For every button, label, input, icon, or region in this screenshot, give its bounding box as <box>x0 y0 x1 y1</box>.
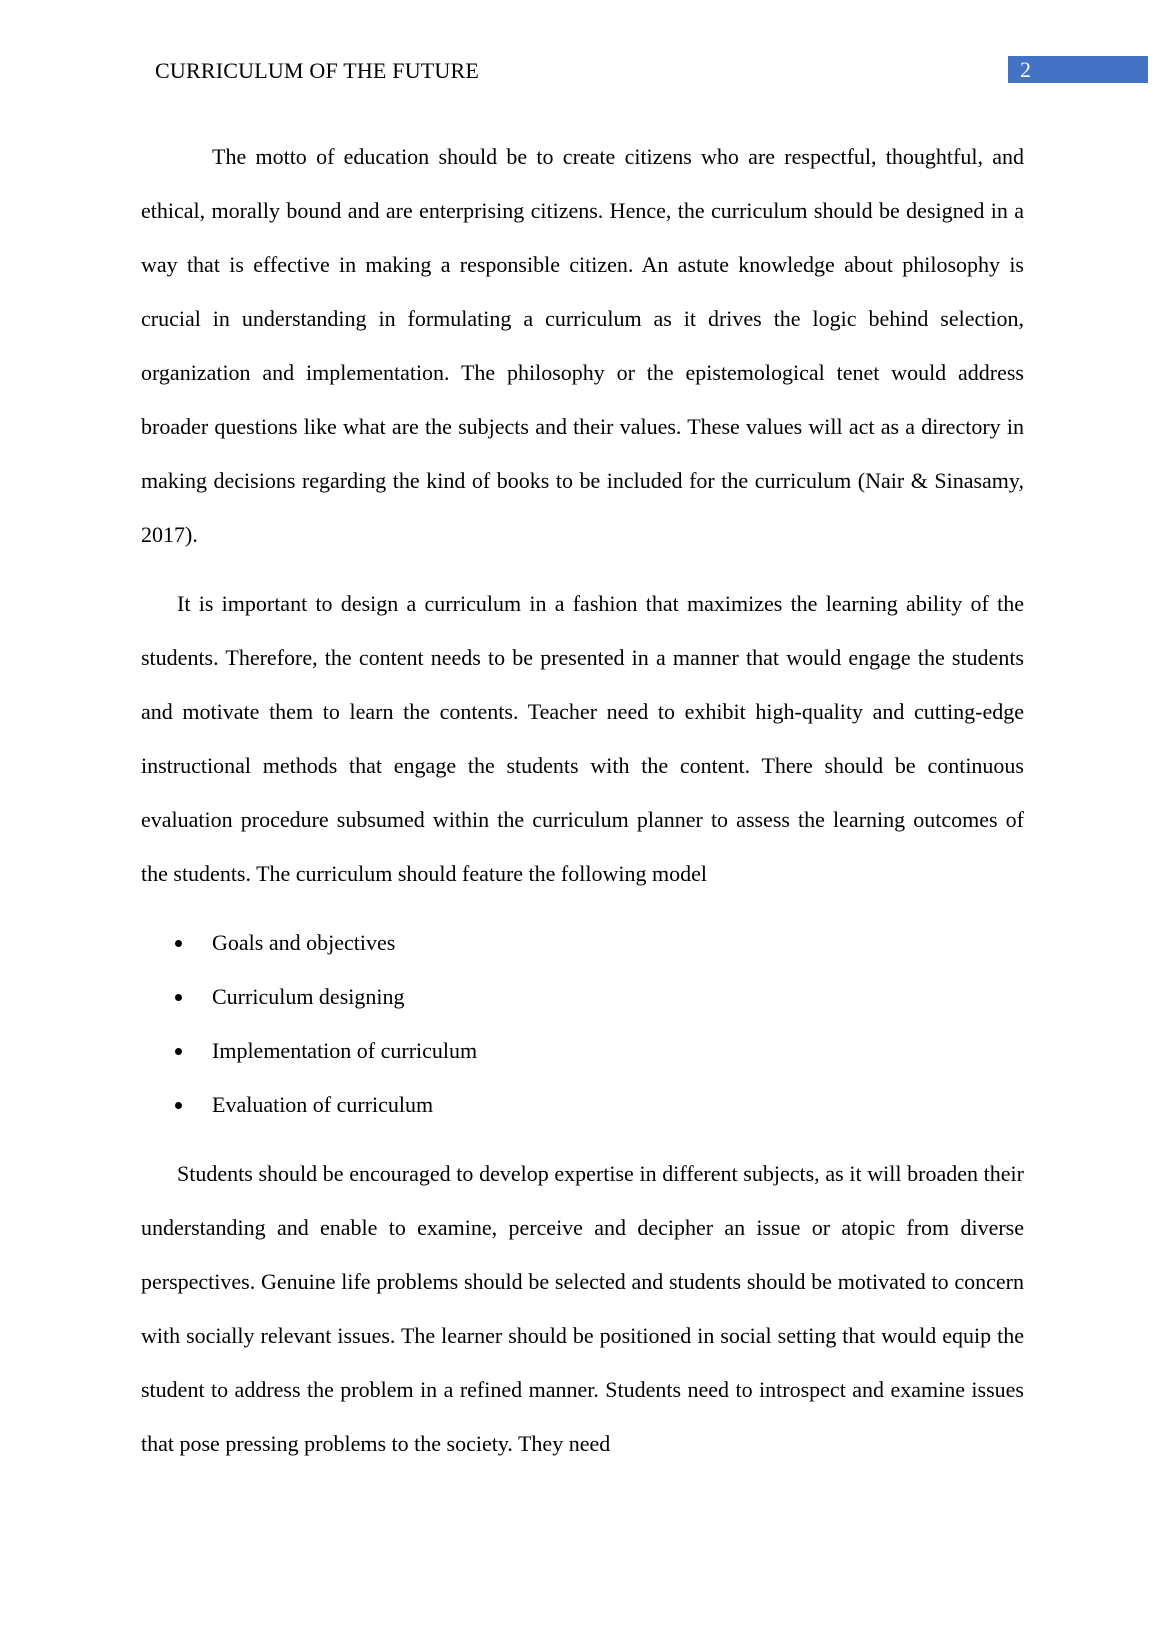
list-item <box>141 1078 1024 1132</box>
paragraph-curriculum-design: It is important to design a curriculum in a fashion that maximizes the learning ability of the students. Therefore, the content needs to be presented in a manner that would engage the students and motivate them to learn the contents. Teacher need to exhibit high-quality and cutting-edge instructional methods that engage the students with the content. There should be continuous evaluation procedure subsumed within the curriculum planner to assess the learning outcomes of the students. The curriculum should feature the following model <box>141 591 1024 886</box>
curriculum-model-list <box>141 916 1024 1132</box>
list-item <box>141 1024 1024 1078</box>
body-text <box>141 130 1024 1471</box>
bullet-icon <box>175 1048 182 1055</box>
running-head: CURRICULUM OF THE FUTURE <box>155 58 480 83</box>
bullet-icon <box>175 1102 182 1109</box>
bullet-icon <box>175 994 182 1001</box>
paragraph-student-expertise: Students should be encouraged to develop expertise in different subjects, as it will broaden their understanding and enable to examine, perceive and decipher an issue or atopic from diverse perspectives. Genuine life problems should be selected and students should be motivated to concern with socially relevant issues. The learner should be positioned in social setting that would equip the student to address the problem in a refined manner. Students need to introspect and examine issues that pose pressing problems to the society. They need <box>141 1161 1024 1456</box>
list-item-label: Goals and objectives <box>212 930 396 955</box>
list-item-label: Implementation of curriculum <box>212 1038 478 1063</box>
list-item <box>141 970 1024 1024</box>
list-item-label: Curriculum designing <box>212 984 405 1009</box>
list-item <box>141 916 1024 970</box>
bullet-icon <box>175 940 182 947</box>
page-number: 2 <box>1020 57 1031 82</box>
paragraph-education-motto: The motto of education should be to create citizens who are respectful, thoughtful, and ethical, morally bound and are enterprising citizens. Hence, the curriculum should be designed in a way that is effective in making a responsible citizen. An astute knowledge about philosophy is crucial in understanding in formulating a curriculum as it drives the logic behind selection, organization and implementation. The philosophy or the epistemological tenet would address broader questions like what are the subjects and their values. These values will act as a directory in making decisions regarding the kind of books to be included for the curriculum (Nair & Sinasamy, 2017). <box>141 144 1024 547</box>
list-item-label: Evaluation of curriculum <box>212 1092 434 1117</box>
page-number-badge <box>1008 56 1148 83</box>
